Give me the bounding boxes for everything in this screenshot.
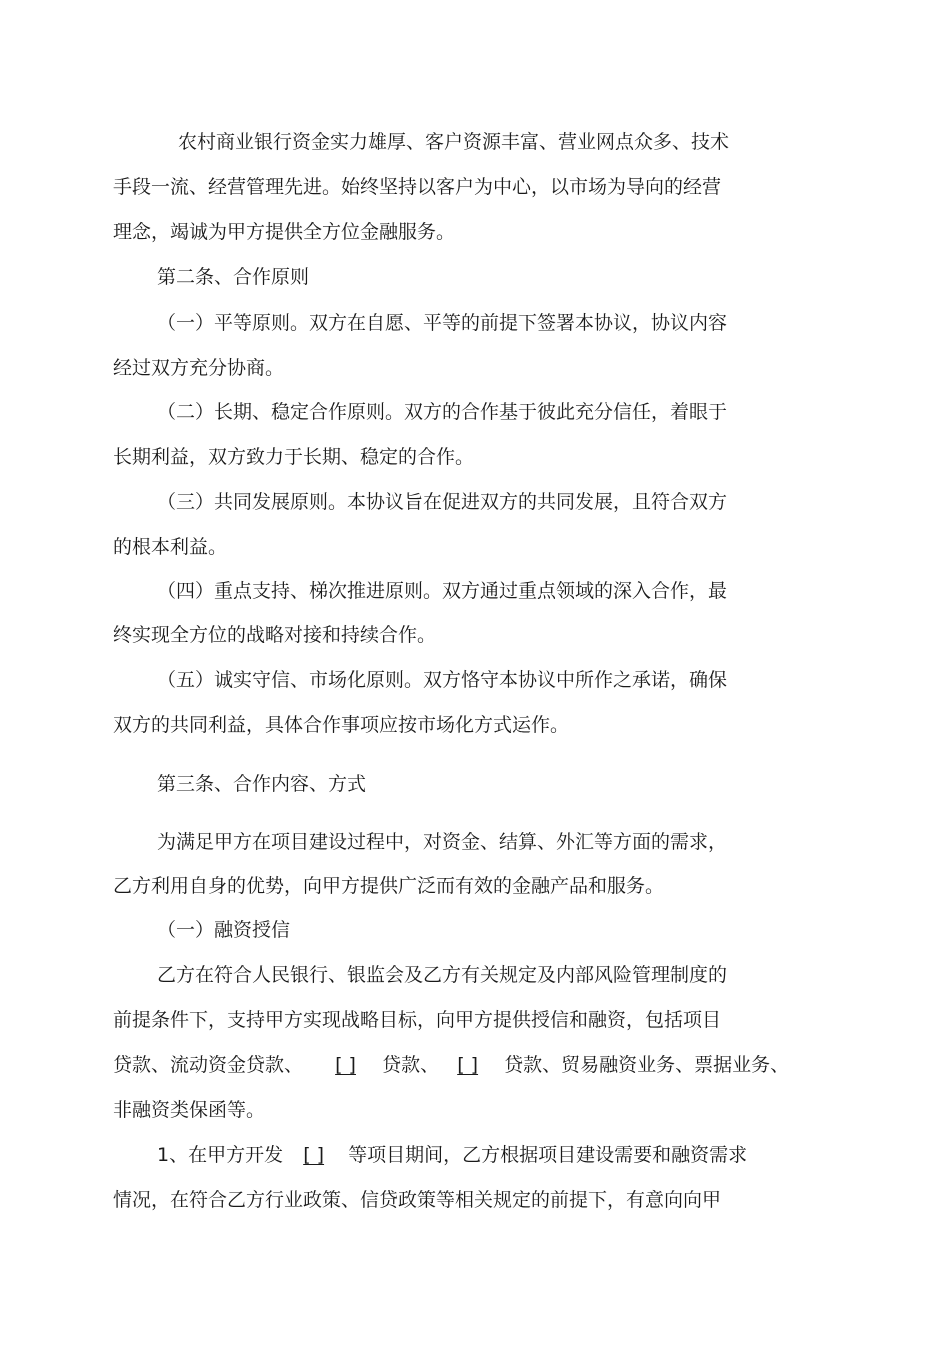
- blank-field: [ ]: [335, 1054, 356, 1076]
- text-segment: 贷款、贸易融资业务、票据业务、: [504, 1054, 790, 1076]
- paragraph-line: （二）长期、稳定合作原则。双方的合作基于彼此充分信任，着眼于: [157, 401, 728, 423]
- paragraph-line: 情况，在符合乙方行业政策、信贷政策等相关规定的前提下，有意向向甲: [113, 1189, 722, 1211]
- paragraph-line: （五）诚实守信、市场化原则。双方恪守本协议中所作之承诺，确保: [157, 669, 728, 691]
- paragraph-line: 的根本利益。: [113, 536, 228, 558]
- paragraph-line: 乙方在符合人民银行、银监会及乙方有关规定及内部风险管理制度的: [157, 964, 728, 986]
- section-heading: （一）融资授信: [157, 919, 291, 941]
- blank-field: [ ]: [457, 1054, 479, 1076]
- paragraph-line: 双方的共同利益，具体合作事项应按市场化方式运作。: [113, 714, 570, 736]
- paragraph-line: [157, 1142, 747, 1168]
- paragraph-line: 为满足甲方在项目建设过程中，对资金、结算、外汇等方面的需求，: [157, 831, 728, 853]
- text-segment: 等项目期间，乙方根据项目建设需要和融资需求: [348, 1144, 748, 1166]
- article-heading: 第三条、合作内容、方式: [157, 773, 367, 795]
- blank-field: [ ]: [303, 1144, 325, 1166]
- paragraph-line: 非融资类保函等。: [113, 1099, 266, 1121]
- paragraph-line: 前提条件下，支持甲方实现战略目标，向甲方提供授信和融资，包括项目: [113, 1009, 722, 1031]
- paragraph-line: 经过双方充分协商。: [113, 357, 285, 379]
- paragraph-line: （三）共同发展原则。本协议旨在促进双方的共同发展，且符合双方: [157, 491, 728, 513]
- paragraph-line: 理念，竭诚为甲方提供全方位金融服务。: [113, 221, 456, 243]
- paragraph-line: 手段一流、经营管理先进。始终坚持以客户为中心，以市场为导向的经营: [113, 176, 722, 198]
- article-heading: 第二条、合作原则: [157, 266, 310, 288]
- paragraph-line: 农村商业银行资金实力雄厚、客户资源丰富、营业网点众多、技术: [178, 131, 730, 153]
- paragraph-line: 长期利益，双方致力于长期、稳定的合作。: [113, 446, 475, 468]
- text-segment: 1、在甲方开发: [157, 1144, 284, 1166]
- paragraph-line: （一）平等原则。双方在自愿、平等的前提下签署本协议，协议内容: [157, 312, 728, 334]
- text-segment: 贷款、流动资金贷款、: [113, 1054, 304, 1076]
- paragraph-line: （四）重点支持、梯次推进原则。双方通过重点领域的深入合作，最: [157, 580, 728, 602]
- paragraph-line: [113, 1052, 789, 1078]
- paragraph-line: 终实现全方位的战略对接和持续合作。: [113, 624, 437, 646]
- paragraph-line: 乙方利用自身的优势，向甲方提供广泛而有效的金融产品和服务。: [113, 875, 665, 897]
- text-segment: 贷款、: [382, 1054, 440, 1076]
